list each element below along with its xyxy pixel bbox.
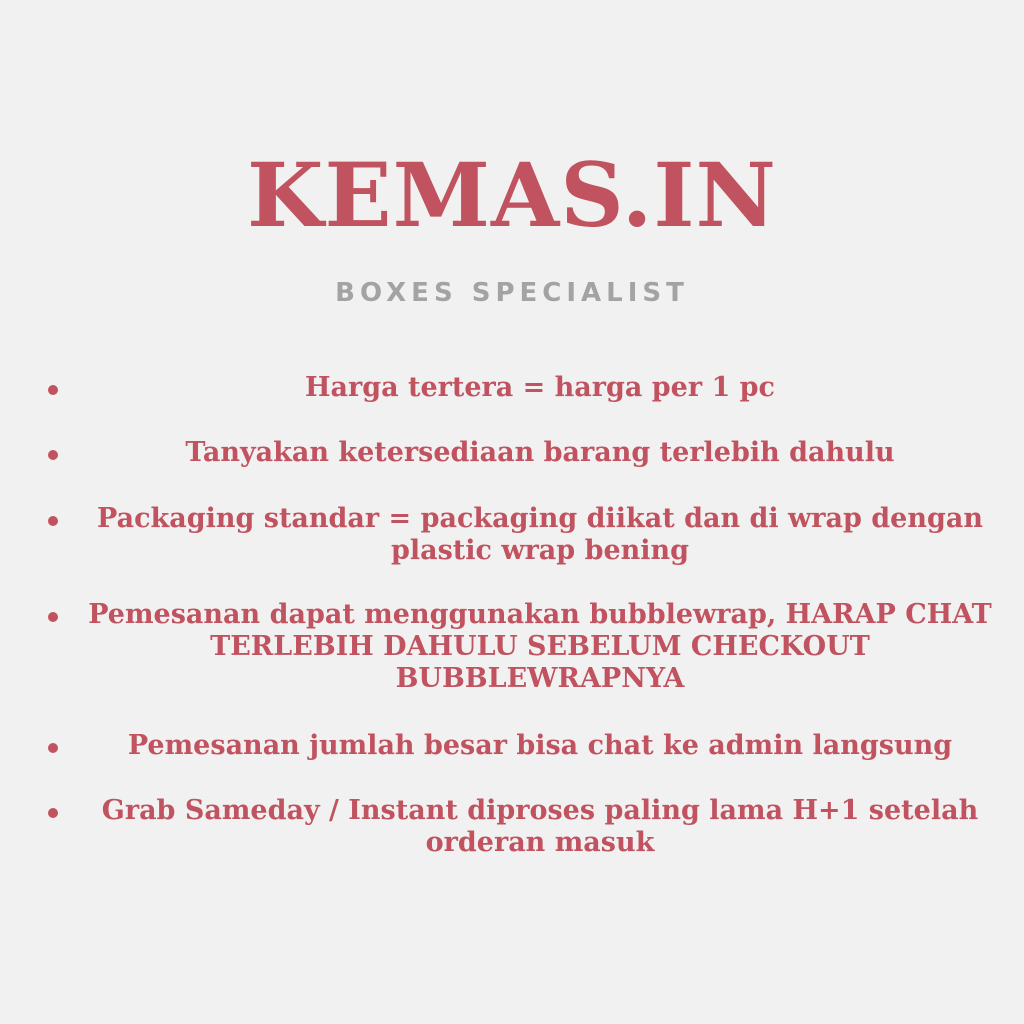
note-text: Grab Sameday / Instant diproses paling lama H+1 setelah orderan masuk (101, 795, 979, 858)
note-item (40, 437, 1004, 469)
note-item (40, 730, 1004, 762)
note-text: Pemesanan jumlah besar bisa chat ke admin langsung (127, 730, 953, 761)
bullet-icon (48, 612, 58, 622)
note-item (40, 372, 1004, 404)
note-item (40, 503, 1004, 567)
bullet-icon (48, 808, 58, 818)
bullet-icon (48, 385, 58, 395)
bullet-icon (48, 743, 58, 753)
bullet-icon (48, 516, 58, 526)
brand-title: KEMAS.IN (247, 143, 777, 247)
note-text: Packaging standar = packaging diikat dan di wrap dengan plastic wrap bening (97, 503, 983, 566)
brand-tagline: BOXES SPECIALIST (335, 278, 689, 308)
note-text: Harga tertera = harga per 1 pc (305, 372, 775, 403)
bullet-icon (48, 450, 58, 460)
note-text: Pemesanan dapat menggunakan bubblewrap, HARAP CHAT TERLEBIH DAHULU SEBELUM CHECKOUT BUBBLEWRAPNYA (88, 599, 992, 694)
note-item (40, 599, 1004, 695)
note-text: Tanyakan ketersediaan barang terlebih dahulu (185, 437, 895, 468)
note-item (40, 795, 1004, 859)
